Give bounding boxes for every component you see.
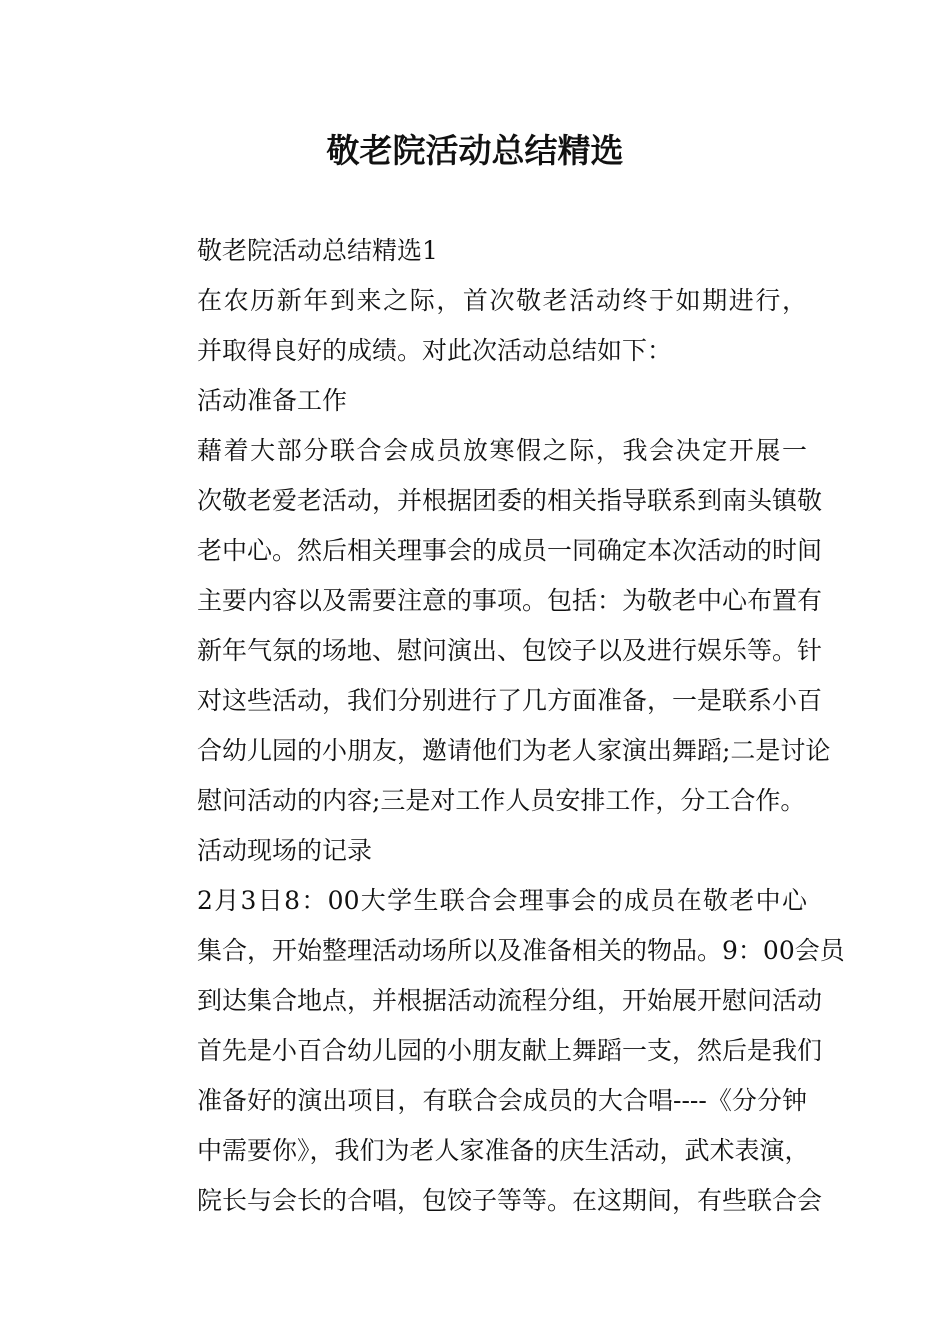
text-line: 2月3日8：00大学生联合会理事会的成员在敬老中心	[197, 886, 807, 915]
text-line: 主要内容以及需要注意的事项。包括：为敬老中心布置有	[197, 586, 823, 615]
text-line: 对这些活动，我们分别进行了几方面准备，一是联系小百	[197, 686, 823, 715]
text-line: 次敬老爱老活动，并根据团委的相关指导联系到南头镇敬	[197, 486, 823, 515]
text-line: 院长与会长的合唱，包饺子等等。在这期间，有些联合会	[197, 1186, 823, 1215]
text-line: 新年气氛的场地、慰问演出、包饺子以及进行娱乐等。针	[197, 636, 823, 665]
text-line: 活动现场的记录	[197, 836, 373, 865]
paragraph-preparation	[147, 426, 831, 826]
text-line: 集合，开始整理活动场所以及准备相关的物品。9：00会员	[197, 936, 845, 965]
text-line: 藉着大部分联合会成员放寒假之际，我会决定开展一	[197, 436, 807, 465]
text-line: 并取得良好的成绩。对此次活动总结如下：	[197, 336, 673, 365]
text-line: 老中心。然后相关理事会的成员一同确定本次活动的时间	[197, 536, 823, 565]
text-line: 准备好的演出项目，有联合会成员的大合唱----《分分钟	[197, 1086, 807, 1115]
text-line: 中需要你》，我们为老人家准备的庆生活动，武术表演，	[197, 1136, 810, 1165]
section-heading-record	[147, 826, 807, 876]
text-line: 活动准备工作	[197, 386, 348, 415]
text-line: 在农历新年到来之际，首次敬老活动终于如期进行，	[197, 286, 807, 315]
paragraph-subtitle	[147, 226, 807, 276]
text-line: 敬老院活动总结精选1	[197, 236, 438, 265]
text-line: 到达集合地点，并根据活动流程分组，开始展开慰问活动	[197, 986, 823, 1015]
text-line: 首先是小百合幼儿园的小朋友献上舞蹈一支，然后是我们	[197, 1036, 823, 1065]
document-title: 敬老院活动总结精选	[326, 131, 624, 170]
text-line: 合幼儿园的小朋友，邀请他们为老人家演出舞蹈;二是讨论	[197, 736, 831, 765]
paragraph-record	[147, 876, 845, 1226]
text-line: 慰问活动的内容;三是对工作人员安排工作，分工合作。	[197, 786, 806, 815]
section-heading-preparation	[147, 376, 807, 426]
paragraph-intro	[147, 276, 807, 376]
document-body	[147, 226, 845, 1226]
